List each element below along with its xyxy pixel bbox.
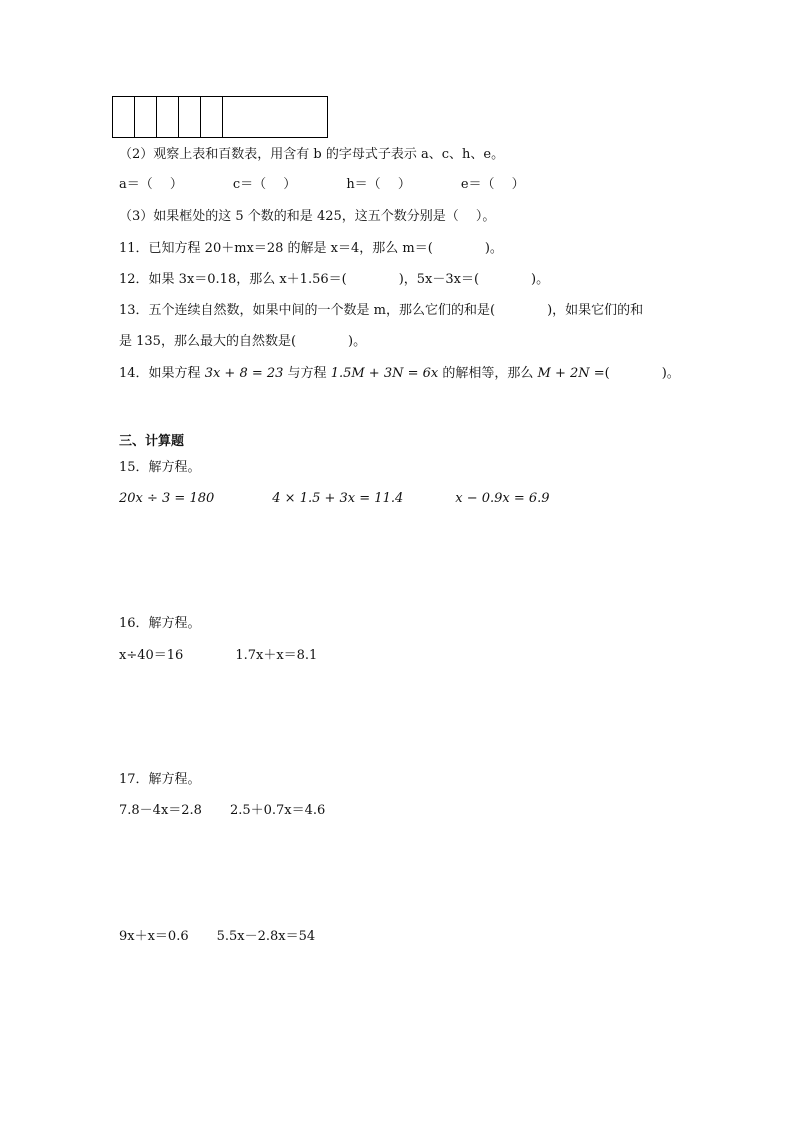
q16-label: 16．解方程。 [119, 616, 201, 631]
equation: 4 × 1.5 + 3x = 11.4 [272, 491, 404, 506]
q14-mid2: 的解相等，那么 [438, 366, 538, 381]
equation: x − 0.9x = 6.9 [455, 491, 550, 506]
q10-part2-text: （2）观察上表和百数表，用含有 b 的字母式子表示 a、c、h、e。 [119, 147, 505, 162]
q14-expression: M + 2N [537, 366, 590, 381]
q17-label: 17．解方程。 [119, 772, 201, 787]
q13-line2: 是 135，那么最大的自然数是( )。 [119, 334, 367, 349]
q14-text [119, 365, 680, 383]
q10-part3-text: （3）如果框处的这 5 个数的和是 425，这五个数分别是（ ）。 [119, 209, 496, 224]
answer-c: c＝（ ） [232, 177, 297, 192]
equation: x÷40＝16 [119, 648, 184, 663]
grid-cell [157, 97, 179, 138]
grid-cell [113, 97, 135, 138]
q14-equation-2: 1.5M + 3N = 6x [330, 366, 439, 381]
q14-prefix: 14．如果方程 [119, 366, 205, 381]
q11-text: 11．已知方程 20＋mx＝28 的解是 x＝4，那么 m＝( )。 [119, 241, 503, 256]
q14-suffix: =( )。 [589, 366, 680, 381]
q17-equations-row1 [119, 802, 325, 820]
grid-cell [201, 97, 223, 138]
q14-mid: 与方程 [283, 366, 331, 381]
equation: 2.5＋0.7x＝4.6 [229, 803, 326, 818]
section-title: 三、计算题 [119, 434, 185, 449]
number-grid-table [112, 96, 328, 138]
q15-equations [119, 490, 550, 508]
q16-equations [119, 647, 317, 665]
q10-part2-answers [119, 176, 525, 194]
q14-equation-1: 3x + 8 = 23 [204, 366, 284, 381]
equation: 1.7x＋x＝8.1 [235, 648, 318, 663]
equation: 20x ÷ 3 = 180 [119, 491, 215, 506]
q17-equations-row2 [119, 928, 315, 946]
equation: 5.5x－2.8x＝54 [216, 929, 316, 944]
answer-a: a＝（ ） [119, 177, 183, 192]
equation: 7.8－4x＝2.8 [119, 803, 202, 818]
grid-cell [223, 97, 328, 138]
q12-text: 12．如果 3x＝0.18，那么 x＋1.56＝( )，5x－3x＝( )。 [119, 272, 550, 287]
grid-cell [179, 97, 201, 138]
q13-line1: 13．五个连续自然数，如果中间的一个数是 m，那么它们的和是( )，如果它们的和 [119, 303, 644, 318]
q15-label: 15．解方程。 [119, 460, 201, 475]
equation: 9x＋x＝0.6 [119, 929, 189, 944]
answer-h: h＝（ ） [346, 177, 411, 192]
grid-cell [135, 97, 157, 138]
answer-e: e＝（ ） [460, 177, 525, 192]
